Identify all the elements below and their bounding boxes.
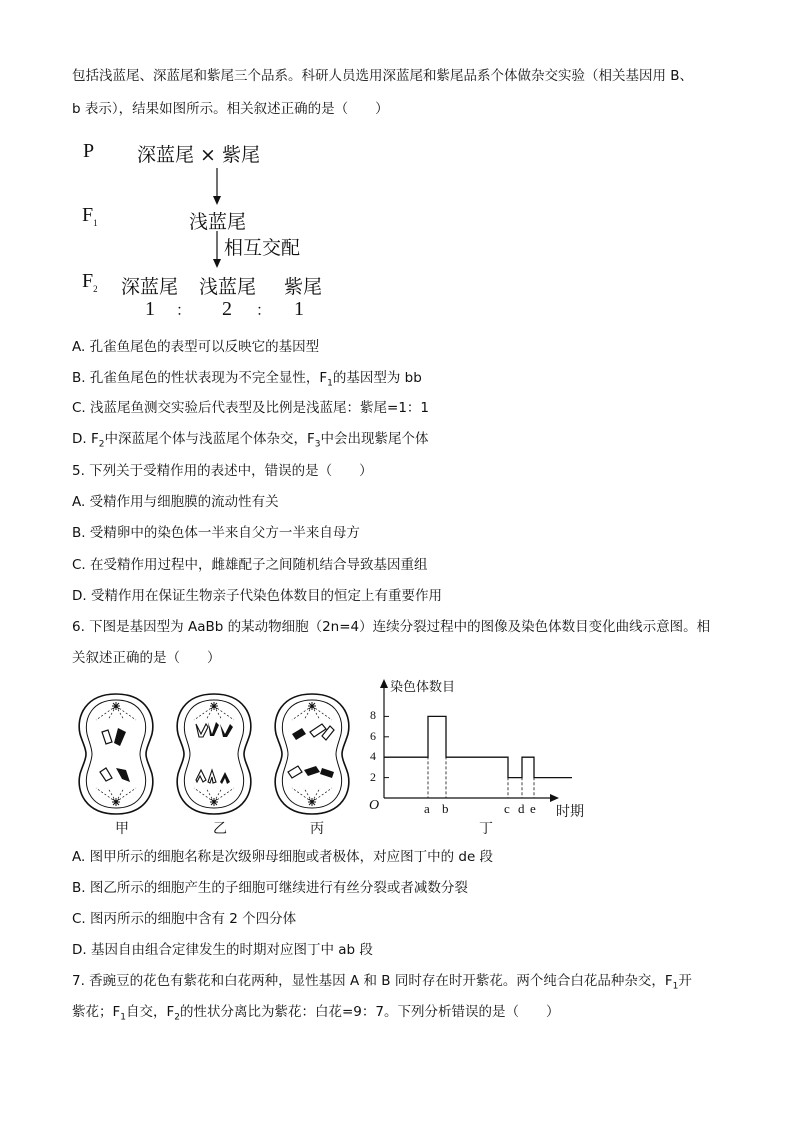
q6-option-d: D. 基因自由组合定律发生的时期对应图丁中 ab 段 (72, 942, 373, 958)
f1-phenotype: 浅蓝尾 (189, 211, 247, 233)
q5-stem: 5. 下列关于受精作用的表述中，错误的是（ ） (72, 463, 373, 479)
q4-option-b: B. 孔雀鱼尾色的性状表现为不完全显性，$F_1$的基因型为 bb (72, 370, 422, 389)
q4-stem-line2: b 表示），结果如图所示。相关叙述正确的是（ ） (72, 101, 389, 117)
x-point-label: b (442, 801, 449, 816)
f2-purple: 紫尾 (284, 276, 323, 298)
arrow-f1-f2 (210, 231, 224, 269)
p-label: P (83, 140, 95, 162)
y-tick-label: 2 (370, 769, 376, 784)
f2-dark-blue: 深蓝尾 (121, 276, 179, 298)
x-point-label: c (504, 801, 510, 816)
ratio-colon-1: ： (176, 301, 192, 319)
y-axis-arrow (380, 679, 388, 688)
q6-option-b: B. 图乙所示的细胞产生的子细胞可继续进行有丝分裂或者减数分裂 (72, 880, 468, 896)
q7-stem-line1: 7. 香豌豆的花色有紫花和白花两种，显性基因 A 和 B 同时存在时开紫花。两个纯合白花品种杂交，$F_1$开 (72, 973, 692, 992)
q7-stem-line2: 紫花；$F_1$自交，$F_2$的性状分离比为紫花：白花=9：7。下列分析错误的是（ ） (72, 1004, 560, 1023)
q4-option-a: A. 孔雀鱼尾色的表型可以反映它的基因型 (72, 339, 320, 355)
x-point-label: e (530, 801, 536, 816)
q5-option-d: D. 受精作用在保证生物亲子代染色体数目的恒定上有重要作用 (72, 588, 442, 604)
f2-light-blue: 浅蓝尾 (199, 276, 257, 298)
graph-ylabel: 染色体数目 (390, 680, 456, 695)
q6-option-c: C. 图丙所示的细胞中含有 2 个四分体 (72, 911, 297, 927)
arrow-p-f1 (210, 168, 224, 206)
cell-label-jia: 甲 (115, 821, 129, 837)
graph-caption: 丁 (479, 821, 493, 837)
ratio-2: 2 (222, 298, 232, 320)
q6-option-a: A. 图甲所示的细胞名称是次级卵母细胞或者极体，对应图丁中的 de 段 (72, 849, 494, 865)
mating-label: 相互交配 (224, 237, 301, 259)
y-tick-label: 4 (370, 749, 376, 764)
f2-label: $F_2$ (82, 270, 98, 294)
graph-origin: O (369, 798, 380, 813)
cell-figures (72, 690, 362, 818)
chromosome-curve (384, 716, 572, 777)
y-tick-label: 8 (370, 708, 376, 723)
x-point-label: a (424, 801, 430, 816)
q4-stem-line1: 包括浅蓝尾、深蓝尾和紫尾三个品系。科研人员选用深蓝尾和紫尾品系个体做杂交实验（相关基因用 B、 (72, 68, 694, 84)
q6-stem-line1: 6. 下图是基因型为 AaBb 的某动物细胞（2n=4）连续分裂过程中的图像及染色体数目变化曲线示意图。相 (72, 619, 711, 635)
y-tick-label: 6 (370, 728, 376, 743)
x-point-label: d (518, 801, 525, 816)
cell-label-bing: 丙 (310, 821, 324, 837)
f1-label: $F_1$ (82, 204, 98, 228)
graph-xlabel: 时期 (556, 804, 584, 820)
q5-option-a: A. 受精作用与细胞膜的流动性有关 (72, 494, 279, 510)
p-cross-text: 深蓝尾 × 紫尾 (137, 144, 260, 166)
q5-option-c: C. 在受精作用过程中，雌雄配子之间随机结合导致基因重组 (72, 557, 428, 573)
q6-stem-line2: 关叙述正确的是（ ） (72, 650, 221, 666)
q4-option-c: C. 浅蓝尾鱼测交实验后代表型及比例是浅蓝尾：紫尾=1：1 (72, 400, 429, 416)
ratio-colon-2: ： (256, 301, 272, 319)
ratio-1: 1 (145, 298, 155, 320)
cell-label-yi: 乙 (213, 821, 227, 837)
q4-option-d: D. $F_2$中深蓝尾个体与浅蓝尾个体杂交，$F_3$中会出现紫尾个体 (72, 431, 429, 450)
q5-option-b: B. 受精卵中的染色体一半来自父方一半来自母方 (72, 525, 360, 541)
ratio-3: 1 (294, 298, 304, 320)
